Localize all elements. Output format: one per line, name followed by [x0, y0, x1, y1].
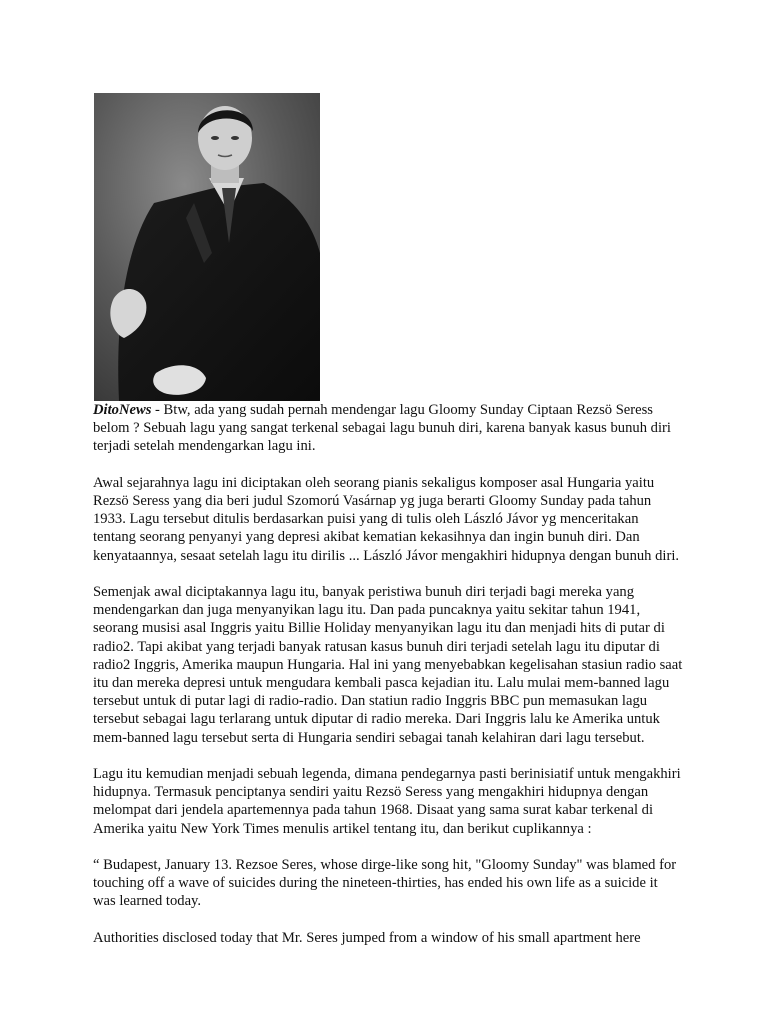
- portrait-photo: [94, 93, 320, 401]
- paragraph-legend: Lagu itu kemudian menjadi sebuah legenda, dimana pendegarnya pasti berinisiatif untuk mengakhiri hidupnya. Termasuk penciptanya sendiri yaitu Rezsö Seress yang mengakhiri hidupnya dengan melompat dari jendela apartemennya pada tahun 1968. Disaat yang sama surat kabar terkenal di Amerika yaitu New York Times menulis artikel tentang itu, dan berikut cuplikannya :: [93, 766, 681, 837]
- paragraph-suicides: Semenjak awal diciptakannya lagu itu, banyak peristiwa bunuh diri terjadi bagi mereka yang mendengarkan dan juga menyanyikan lagu itu. Dan pada puncaknya yaitu sekitar tahun 1941, seorang musisi asal Inggris yaitu Billie Holiday menyanyikan lagu itu dan menjadi hits di putar di radio2. Tapi akibat yang terjadi banyak ratusan kasus bunuh diri terjadi setelah lagu itu diputar di radio2 Inggris, Amerika maupun Hungaria. Hal ini yang menyebabkan kegelisahan stasiun radio saat itu dan mereka depresi untuk mengudara kembali pasca kejadian itu. Lalu mulai mem-banned lagu tersebut untuk di putar lagi di radio-radio. Dan statiun radio Inggris BBC pun memasukan lagu tersebut sebagai lagu terlarang untuk diputar di radio mereka. Dari Inggris lalu ke Amerika untuk mem-banned lagu tersebut serta di Hungaria sendiri sebagai tanah kelahiran dari lagu tersebut.: [93, 584, 683, 746]
- paragraph-history: Awal sejarahnya lagu ini diciptakan oleh seorang pianis sekaligus komposer asal Hungaria yaitu Rezsö Seress yang dia beri judul Szomorú Vasárnap yg juga berarti Gloomy Sunday pada tahun 1933. Lagu tersebut ditulis berdasarkan puisi yang di tulis oleh László Jávor yg menceritakan tentang seorang penyanyi yang depresi akibat kematian kekasihnya dan ingin bunuh diri. Dan kenyataannya, sesaat setelah lagu itu dirilis ... László Jávor mengakhiri hidupnya dengan bunuh diri.: [93, 474, 680, 564]
- article-body: [93, 401, 683, 965]
- quote-paragraph: “ Budapest, January 13. Rezsoe Seres, whose dirge-like song hit, "Gloomy Sunday" was blamed for touching off a wave of suicides during the nineteen-thirties, has ended his own life as a suicide it was learned today.: [93, 857, 677, 910]
- paragraph-authorities: Authorities disclosed today that Mr. Seres jumped from a window of his small apartment here: [93, 929, 641, 946]
- portrait-image: [94, 93, 320, 401]
- intro-text: - Btw, ada yang sudah pernah mendengar lagu Gloomy Sunday Ciptaan Rezsö Seress belom ? Sebuah lagu yang sangat terkenal sebagai lagu bunuh diri, karena banyak kasus bunuh diri terjadi setelah mendengarkan lagu ini.: [93, 402, 671, 455]
- brand-name: DitoNews: [93, 402, 152, 418]
- intro-paragraph: [93, 401, 683, 456]
